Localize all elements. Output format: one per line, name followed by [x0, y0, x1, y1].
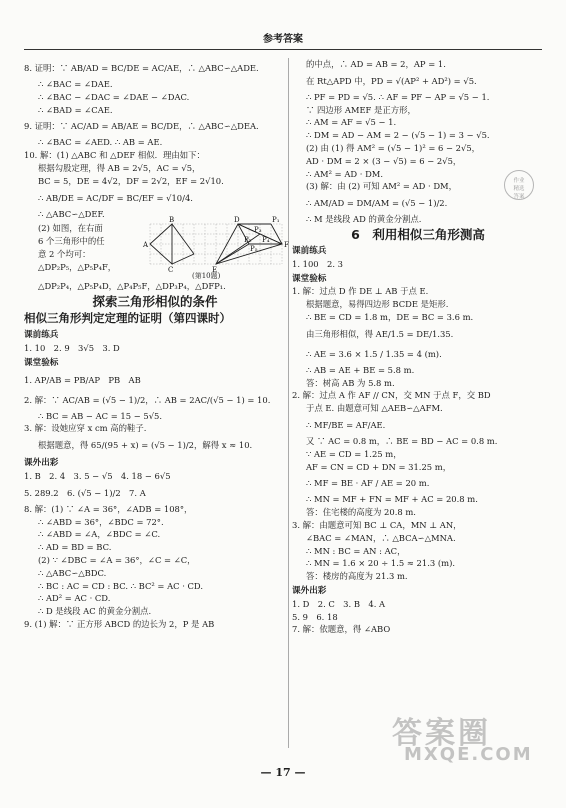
figure-text [24, 222, 136, 273]
answer-line: ∵ AE = CD = 1.25 m， [306, 448, 402, 459]
column-divider [288, 58, 289, 748]
answer-line: 根据勾股定理，得 AB = 2√5，AC = √5， [38, 162, 201, 173]
left-column [24, 58, 289, 631]
corner-stamp: 作业 精选 答案 [504, 170, 534, 200]
answer-line: ∴ AE = 3.6 × 1.5 / 1.35 = 4 (m). [306, 348, 442, 359]
answer-line: 1. 100 2. 3 [292, 258, 343, 269]
answer-line: 7. 解：依题意，得 ∠ABO [292, 624, 391, 635]
label-p3: P₃ [254, 226, 262, 235]
answer-line: ∴ ∠BAC − ∠DAC = ∠DAE − ∠DAC. [38, 91, 190, 102]
watermark-main: 答案圈 [392, 716, 491, 751]
answer-line: 1. 10 2. 9 3√5 3. D [24, 342, 120, 353]
answer-line: 答：树高 AB 为 5.8 m. [306, 377, 395, 388]
label-c: C [168, 266, 174, 273]
subsection-heading: 课堂验标 [24, 357, 59, 368]
answer-line: 3. 解：由题意可知 BC ⊥ CA，MN ⊥ AN， [292, 519, 462, 530]
answer-line: 又 ∵ AC = 0.8 m，∴ BE = BD − AC = 0.8 m. [306, 435, 498, 446]
figure-caption: (第10题) [192, 272, 221, 281]
answer-line: ∴ AD² = AC · CD. [38, 593, 111, 604]
answer-line: ∴ △ABC∽△DEF. [38, 208, 105, 219]
answer-line: ∴ AM = AF = √5 − 1. [306, 117, 397, 128]
subsection-heading: 课前练兵 [24, 330, 59, 341]
answer-line: 8. 解：(1) ∵ ∠A = 36°，∠ADB = 108°， [24, 503, 193, 514]
label-p4: P₄ [262, 236, 270, 245]
answer-line: AF = CN = CD + DN = 31.25 m， [306, 461, 452, 472]
answer-line: ∴ BC = AB − AC = 15 − 5√5. [38, 410, 163, 421]
header-title: 参考答案 [263, 34, 303, 45]
page-number: — 17 — [260, 766, 306, 779]
answer-line: ∴ ∠BAC = ∠AED. ∴ AB = AE. [38, 137, 163, 148]
answer-line: 10. 解：(1) △ABC 和 △DEF 相似．理由如下： [24, 150, 205, 161]
answer-line: △DP₂P₄，△P₅P₄D，△P₄P₅F，△DP₃P₄，△DFP₁. [38, 281, 226, 292]
lesson-title: 相似三角形判定定理的证明（第四课时） [24, 311, 231, 326]
label-p5: P₅ [250, 245, 258, 254]
subsection-heading: 课堂验标 [292, 273, 327, 284]
answer-line: 8. 证明：∵ AB/AD = BC/DE = AC/AE，∴ △ABC∽△ADE. [24, 63, 259, 73]
label-a: A [143, 241, 149, 250]
answer-line: ∴ AD = BD = BC. [38, 542, 112, 553]
answer-line: ∴ PF = PD = √5. ∴ AF = PF − AP = √5 − 1. [306, 91, 490, 102]
answer-line: 答：住宅楼的高度为 20.8 m. [306, 507, 416, 518]
grid-triangle-figure [142, 216, 290, 272]
answer-line: (2) 由 (1) 得 AM² = (√5 − 1)² = 6 − 2√5， [306, 142, 481, 153]
label-d: D [234, 216, 240, 225]
answer-line: 于点 E. 由题意可知 △AEB∽△AFM. [306, 403, 443, 414]
answer-line: ∴ DM = AD − AM = 2 − (√5 − 1) = 3 − √5. [306, 130, 490, 141]
answer-line: ∴ MN = MF + FN = MF + AC = 20.8 m. [306, 494, 478, 505]
figure-10-block [24, 216, 289, 281]
answer-line: BC = 5，DE = 4√2，DF = 2√2，EF = 2√10. [38, 175, 224, 186]
answer-line: 3. 解：设她应穿 x cm 高的鞋子. [24, 423, 147, 434]
right-column [292, 58, 544, 636]
answer-line: 1. D 2. C 3. B 4. A [292, 598, 386, 609]
answer-line: ∴ ∠BAC = ∠DAE. [38, 79, 113, 89]
answer-line: ∴ M 是线段 AD 的黄金分割点. [306, 214, 422, 225]
answer-line: ∴ ∠ABD = ∠A，∠BDC = ∠C. [38, 529, 161, 540]
answer-line: ∠BAC = ∠MAN，∴ △BCA∽△MNA. [306, 532, 456, 543]
answer-line: ∴ MN = 1.6 × 20 ÷ 1.5 ≈ 21.3 (m). [306, 558, 456, 569]
site-watermark [374, 706, 544, 766]
answer-line: 5. 9 6. 18 [292, 611, 338, 622]
answer-line: 6 个三角形中的任 [38, 236, 105, 247]
label-f: F [284, 241, 289, 250]
answer-line: ∴ BE = CD = 1.8 m，DE = BC = 3.6 m. [306, 311, 474, 322]
header-rule [24, 49, 542, 50]
label-p1: P₁ [272, 216, 280, 225]
answer-line: (2) ∵ ∠DBC = ∠A = 36°，∠C = ∠C， [38, 554, 196, 565]
answer-line: 1. AP/AB = PB/AP PB AB [24, 374, 141, 385]
answer-line: 答：楼房的高度为 21.3 m. [306, 571, 408, 582]
answer-line: ∴ AB/DE = AC/DF = BC/EF = √10/4. [38, 192, 193, 203]
subsection-heading: 课外出彩 [292, 585, 327, 596]
label-e: E [212, 266, 218, 273]
answer-line: ∴ MN : BC = AN : AC， [306, 545, 406, 556]
answer-line: 1. B 2. 4 3. 5 − √5 4. 18 − 6√5 [24, 470, 171, 481]
label-b: B [169, 216, 175, 225]
answer-line: AD · DM = 2 × (3 − √5) = 6 − 2√5， [306, 155, 462, 166]
answer-line: ∴ △ABC∽△BDC. [38, 567, 107, 578]
answer-line: 9. (1) 解：∵ 正方形 ABCD 的边长为 2，P 是 AB [24, 618, 215, 629]
answer-line: 意 2 个均可： [38, 248, 91, 259]
answer-line: 2. 解：过点 A 作 AF // CN，交 MN 于点 F，交 BD [292, 390, 491, 401]
answer-line: ∴ AM² = AD · DM. [306, 168, 384, 179]
answer-line: 5. 289.2 6. (√5 − 1)/2 7. A [24, 487, 146, 498]
answer-line: ∴ AM/AD = DM/AM = (√5 − 1)/2. [306, 198, 448, 209]
answer-line: ∴ D 是线段 AC 的黄金分割点. [38, 606, 152, 617]
answer-line: 9. 证明：∵ AC/AD = AB/AE = BC/DE，∴ △ABC∽△DEA. [24, 121, 259, 132]
answer-line: 根据题意，易得四边形 BCDE 是矩形. [306, 299, 449, 310]
subsection-heading: 课外出彩 [24, 458, 59, 469]
answer-line: △DP₂P₅，△P₅P₄F， [38, 261, 117, 272]
answer-line: ∴ MF = BE · AF / AE = 20 m. [306, 478, 430, 489]
label-p2: P₂ [244, 236, 252, 245]
answer-line: (3) 解：由 (2) 可知 AM² = AD · DM， [306, 181, 457, 192]
answer-line: 的中点，∴ AD = AB = 2，AP = 1. [306, 59, 446, 69]
answer-line: ∴ ∠BAD = ∠CAE. [38, 104, 113, 115]
answer-line: ∴ ∠ABD = 36°，∠BDC = 72°. [38, 516, 164, 527]
subsection-heading: 课前练兵 [292, 245, 327, 256]
section-title: 6 利用相似三角形测高 [351, 226, 485, 242]
answer-line: (2) 如图，在右面 [38, 223, 103, 234]
answer-line: 1. 解：过点 D 作 DE ⊥ AB 于点 E. [292, 286, 429, 297]
answer-line: ∴ BC : AC = CD : BC. ∴ BC² = AC · CD. [38, 580, 204, 591]
answer-line: ∵ 四边形 AMEF 是正方形， [306, 104, 416, 115]
answer-line: 由三角形相似，得 AE/1.5 = DE/1.35. [306, 328, 454, 339]
answer-line: 在 Rt△APD 中，PD = √(AP² + AD²) = √5. [306, 75, 477, 86]
watermark-sub: MXQE.COM [404, 744, 533, 765]
answer-line: ∴ MF/BE = AF/AE. [306, 419, 386, 430]
section-title: 探索三角形相似的条件 [92, 294, 218, 310]
answer-line: 2. 解：∵ AC/AB = (√5 − 1)/2，∴ AB = 2AC/(√5 − 1) = 10. [24, 394, 271, 405]
answer-line: 根据题意，得 65/(95 + x) = (√5 − 1)/2，解得 x ≈ 10. [38, 440, 253, 451]
answer-line: ∴ AB = AE + BE = 5.8 m. [306, 364, 415, 375]
